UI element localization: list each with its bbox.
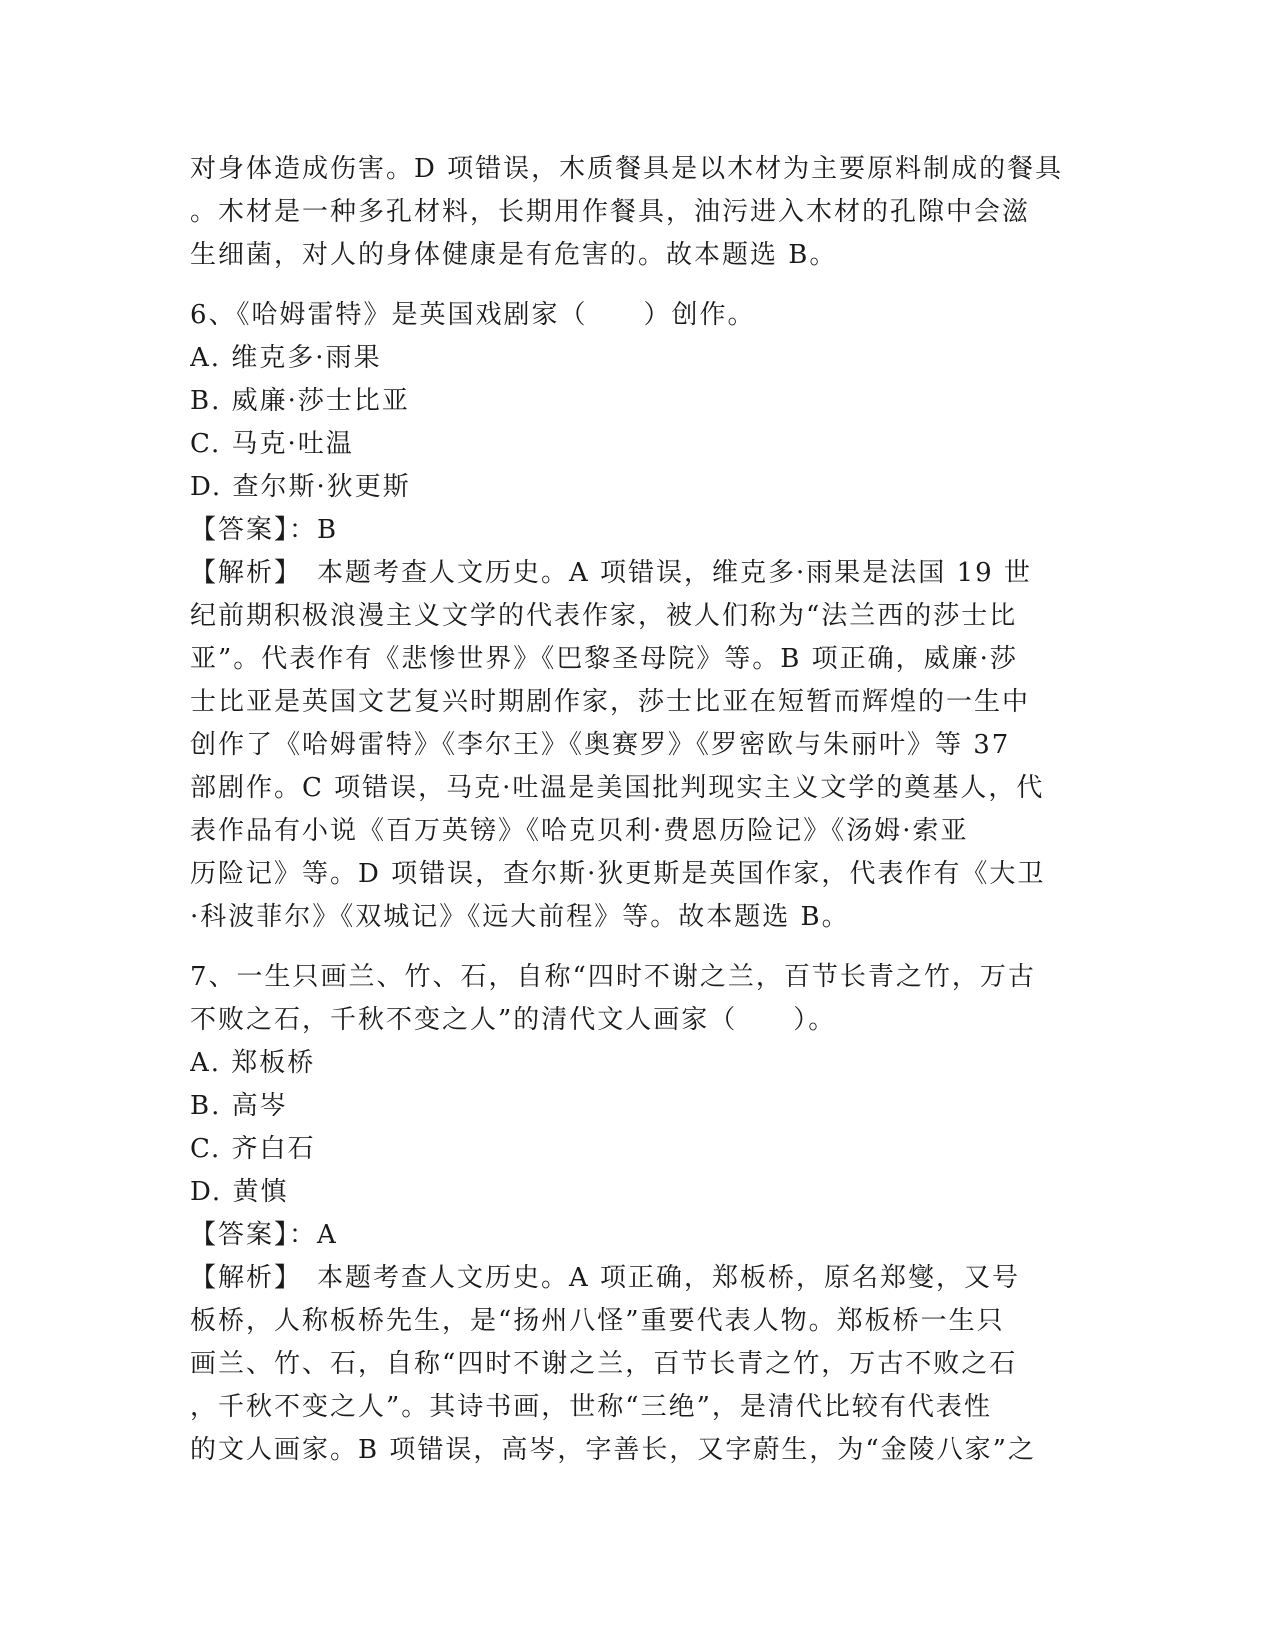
document-page [190,148,1090,1472]
option-a: A. 郑板桥 [190,1048,316,1078]
analysis-paragraph [190,1257,1090,1472]
option-b: B. 威廉·莎士比亚 [190,386,410,416]
analysis-line: 亚”。代表作有《悲惨世界》《巴黎圣母院》等。B 项正确，威廉·莎 [190,644,1018,674]
paragraph-gap [190,939,1090,956]
analysis-line: ·科波菲尔》《双城记》《远大前程》等。故本题选 B。 [190,902,850,932]
answer-line: 【答案】：A [190,1220,338,1250]
text-line: 。木材是一种多孔材料，长期用作餐具，油污进入木材的孔隙中会滋 [190,197,1031,227]
analysis-line: 部剧作。C 项错误，马克·吐温是美国批判现实主义文学的奠基人，代 [190,773,1045,803]
option-c: C. 马克·吐温 [190,429,354,459]
analysis-line: 历险记》等。D 项错误，查尔斯·狄更斯是英国作家，代表作有《大卫 [190,859,1046,889]
question-text: 7、一生只画兰、竹、石，自称“四时不谢之兰，百节长青之竹，万古 [190,962,1036,992]
intro-paragraph [190,148,1090,277]
analysis-line: 画兰、竹、石，自称“四时不谢之兰，百节长青之竹，万古不败之石 [190,1349,1018,1379]
paragraph-gap [190,277,1090,294]
analysis-line: 【解析】 本题考查人文历史。A 项正确，郑板桥，原名郑燮，又号 [190,1263,1021,1293]
text-line: 对身体造成伤害。D 项错误，木质餐具是以木材为主要原料制成的餐具 [190,154,1064,184]
analysis-line: 的文人画家。B 项错误，高岑，字善长，又字蔚生，为“金陵八家”之 [190,1435,1036,1465]
analysis-line: 【解析】 本题考查人文历史。A 项错误，维克多·雨果是法国 19 世 [190,558,1032,588]
question-6 [190,294,1090,939]
option-b: B. 高岑 [190,1091,288,1121]
analysis-line: 纪前期积极浪漫主义文学的代表作家，被人们称为“法兰西的莎士比 [190,601,1018,631]
answer-line: 【答案】：B [190,515,339,545]
option-d: D. 黄慎 [190,1177,289,1207]
option-a: A. 维克多·雨果 [190,343,382,373]
question-7 [190,956,1090,1472]
analysis-line: ，千秋不变之人”。其诗书画，世称“三绝”，是清代比较有代表性 [190,1392,992,1422]
text-line: 生细菌，对人的身体健康是有危害的。故本题选 B。 [190,240,838,270]
analysis-paragraph [190,552,1090,939]
question-text: 不败之石，千秋不变之人”的清代文人画家（ ）。 [190,1005,837,1035]
analysis-line: 板桥，人称板桥先生，是“扬州八怪”重要代表人物。郑板桥一生只 [190,1306,1005,1336]
question-text: 6、《哈姆雷特》是英国戏剧家（ ）创作。 [190,300,756,330]
analysis-line: 士比亚是英国文艺复兴时期剧作家，莎士比亚在短暂而辉煌的一生中 [190,687,1031,717]
analysis-line: 表作品有小说《百万英镑》《哈克贝利·费恩历险记》《汤姆·索亚 [190,816,969,846]
analysis-line: 创作了《哈姆雷特》《李尔王》《奥赛罗》《罗密欧与朱丽叶》等 37 [190,730,1011,760]
option-d: D. 查尔斯·狄更斯 [190,472,411,502]
option-c: C. 齐白石 [190,1134,316,1164]
